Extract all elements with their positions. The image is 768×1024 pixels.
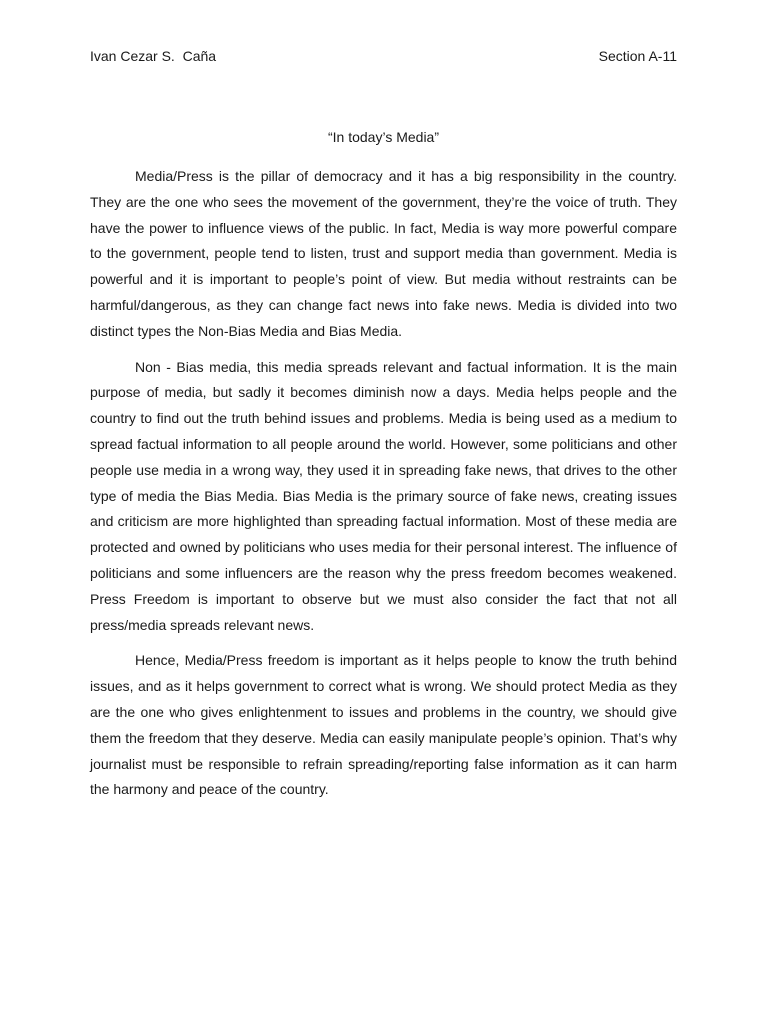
paragraph: Media/Press is the pillar of democracy and it has a big responsibility in the country. They are the one who sees the movement of the government, they’re the voice of truth. They have the power to influence views of the public. In fact, Media is way more powerful compare to the government, people tend to listen, trust and support media than government. Media is powerful and it is important to people’s point of view. But media without restraints can be harmful/dangerous, as they can change fact news into fake news. Media is divided into two distinct types the Non-Bias Media and Bias Media. [90,168,677,339]
section-label: Section A-11 [598,48,677,64]
paragraph: Non - Bias media, this media spreads relevant and factual information. It is the main purpose of media, but sadly it becomes diminish now a days. Media helps people and the country to find out the truth behind issues and problems. Media is being used as a medium to spread factual information to all people around the world. However, some politicians and other people use media in a wrong way, they used it in spreading fake news, that drives to the other type of media the Bias Media. Bias Media is the primary source of fake news, creating issues and criticism are more highlighted than spreading factual information. Most of these media are protected and owned by politicians who uses media for their personal interest. The influence of politicians and some influencers are the reason why the press freedom becomes weakened. Press Freedom is important to observe but we must also consider the fact that not all press/media spreads relevant news. [90,358,677,633]
page-header [90,46,677,66]
essay-title: “In today’s Media” [327,129,439,145]
essay-body [90,164,677,813]
paragraph: Hence, Media/Press freedom is important as it helps people to know the truth behind issues, and as it helps government to correct what is wrong. We should protect Media as they are the one who gives enlightenment to issues and problems in the country, we should give them the freedom that they deserve. Media can easily manipulate people’s opinion. That’s why journalist must be responsible to refrain spreading/reporting false information as it can harm the harmony and peace of the country. [90,652,677,798]
author-name: Ivan Cezar S. Caña [90,48,217,64]
